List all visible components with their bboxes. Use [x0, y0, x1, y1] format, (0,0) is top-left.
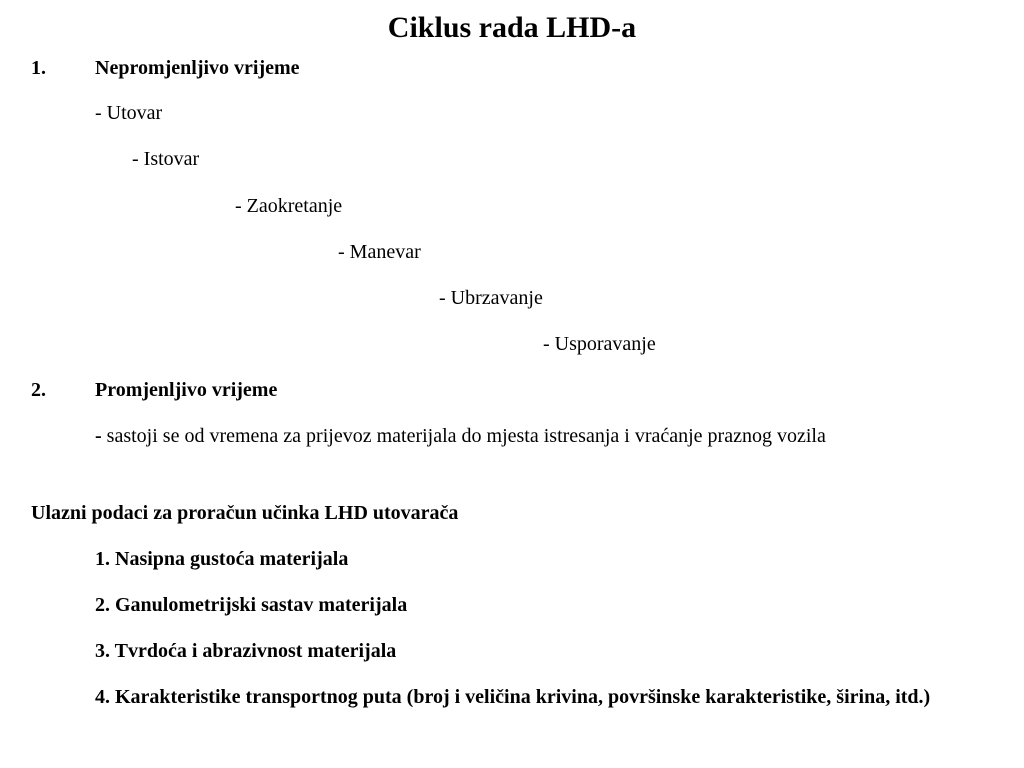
section1-item-zaokretanje: - Zaokretanje [235, 195, 343, 217]
inputs-item-1: 1. Nasipna gustoća materijala [95, 548, 349, 570]
section2-dash: - [95, 425, 102, 447]
inputs-item-2: 2. Ganulometrijski sastav materijala [95, 594, 408, 616]
section2-number: 2. [31, 379, 46, 401]
inputs-heading: Ulazni podaci za proračun učinka LHD utovarača [31, 502, 459, 524]
section1-item-manevar: - Manevar [338, 241, 421, 263]
slide-title: Ciklus rada LHD-a [387, 11, 637, 44]
section2-description-text: sastoji se od vremena za prijevoz materijala do mjesta istresanja i vraćanje praznog vozila [101, 425, 826, 447]
section1-item-usporavanje: - Usporavanje [543, 333, 656, 355]
section1-item-utovar: - Utovar [95, 102, 163, 124]
section1-number: 1. [31, 57, 46, 79]
section1-item-istovar: - Istovar [132, 148, 200, 170]
inputs-item-4: 4. Karakteristike transportnog puta (broj i veličina krivina, površinske karakteristike, širina, itd.) [95, 686, 931, 708]
section2-heading: Promjenljivo vrijeme [95, 379, 278, 401]
section1-heading: Nepromjenljivo vrijeme [95, 57, 300, 79]
section1-item-ubrzavanje: - Ubrzavanje [439, 287, 543, 309]
inputs-item-3: 3. Tvrdoća i abrazivnost materijala [95, 640, 397, 662]
section2-description [95, 422, 995, 451]
